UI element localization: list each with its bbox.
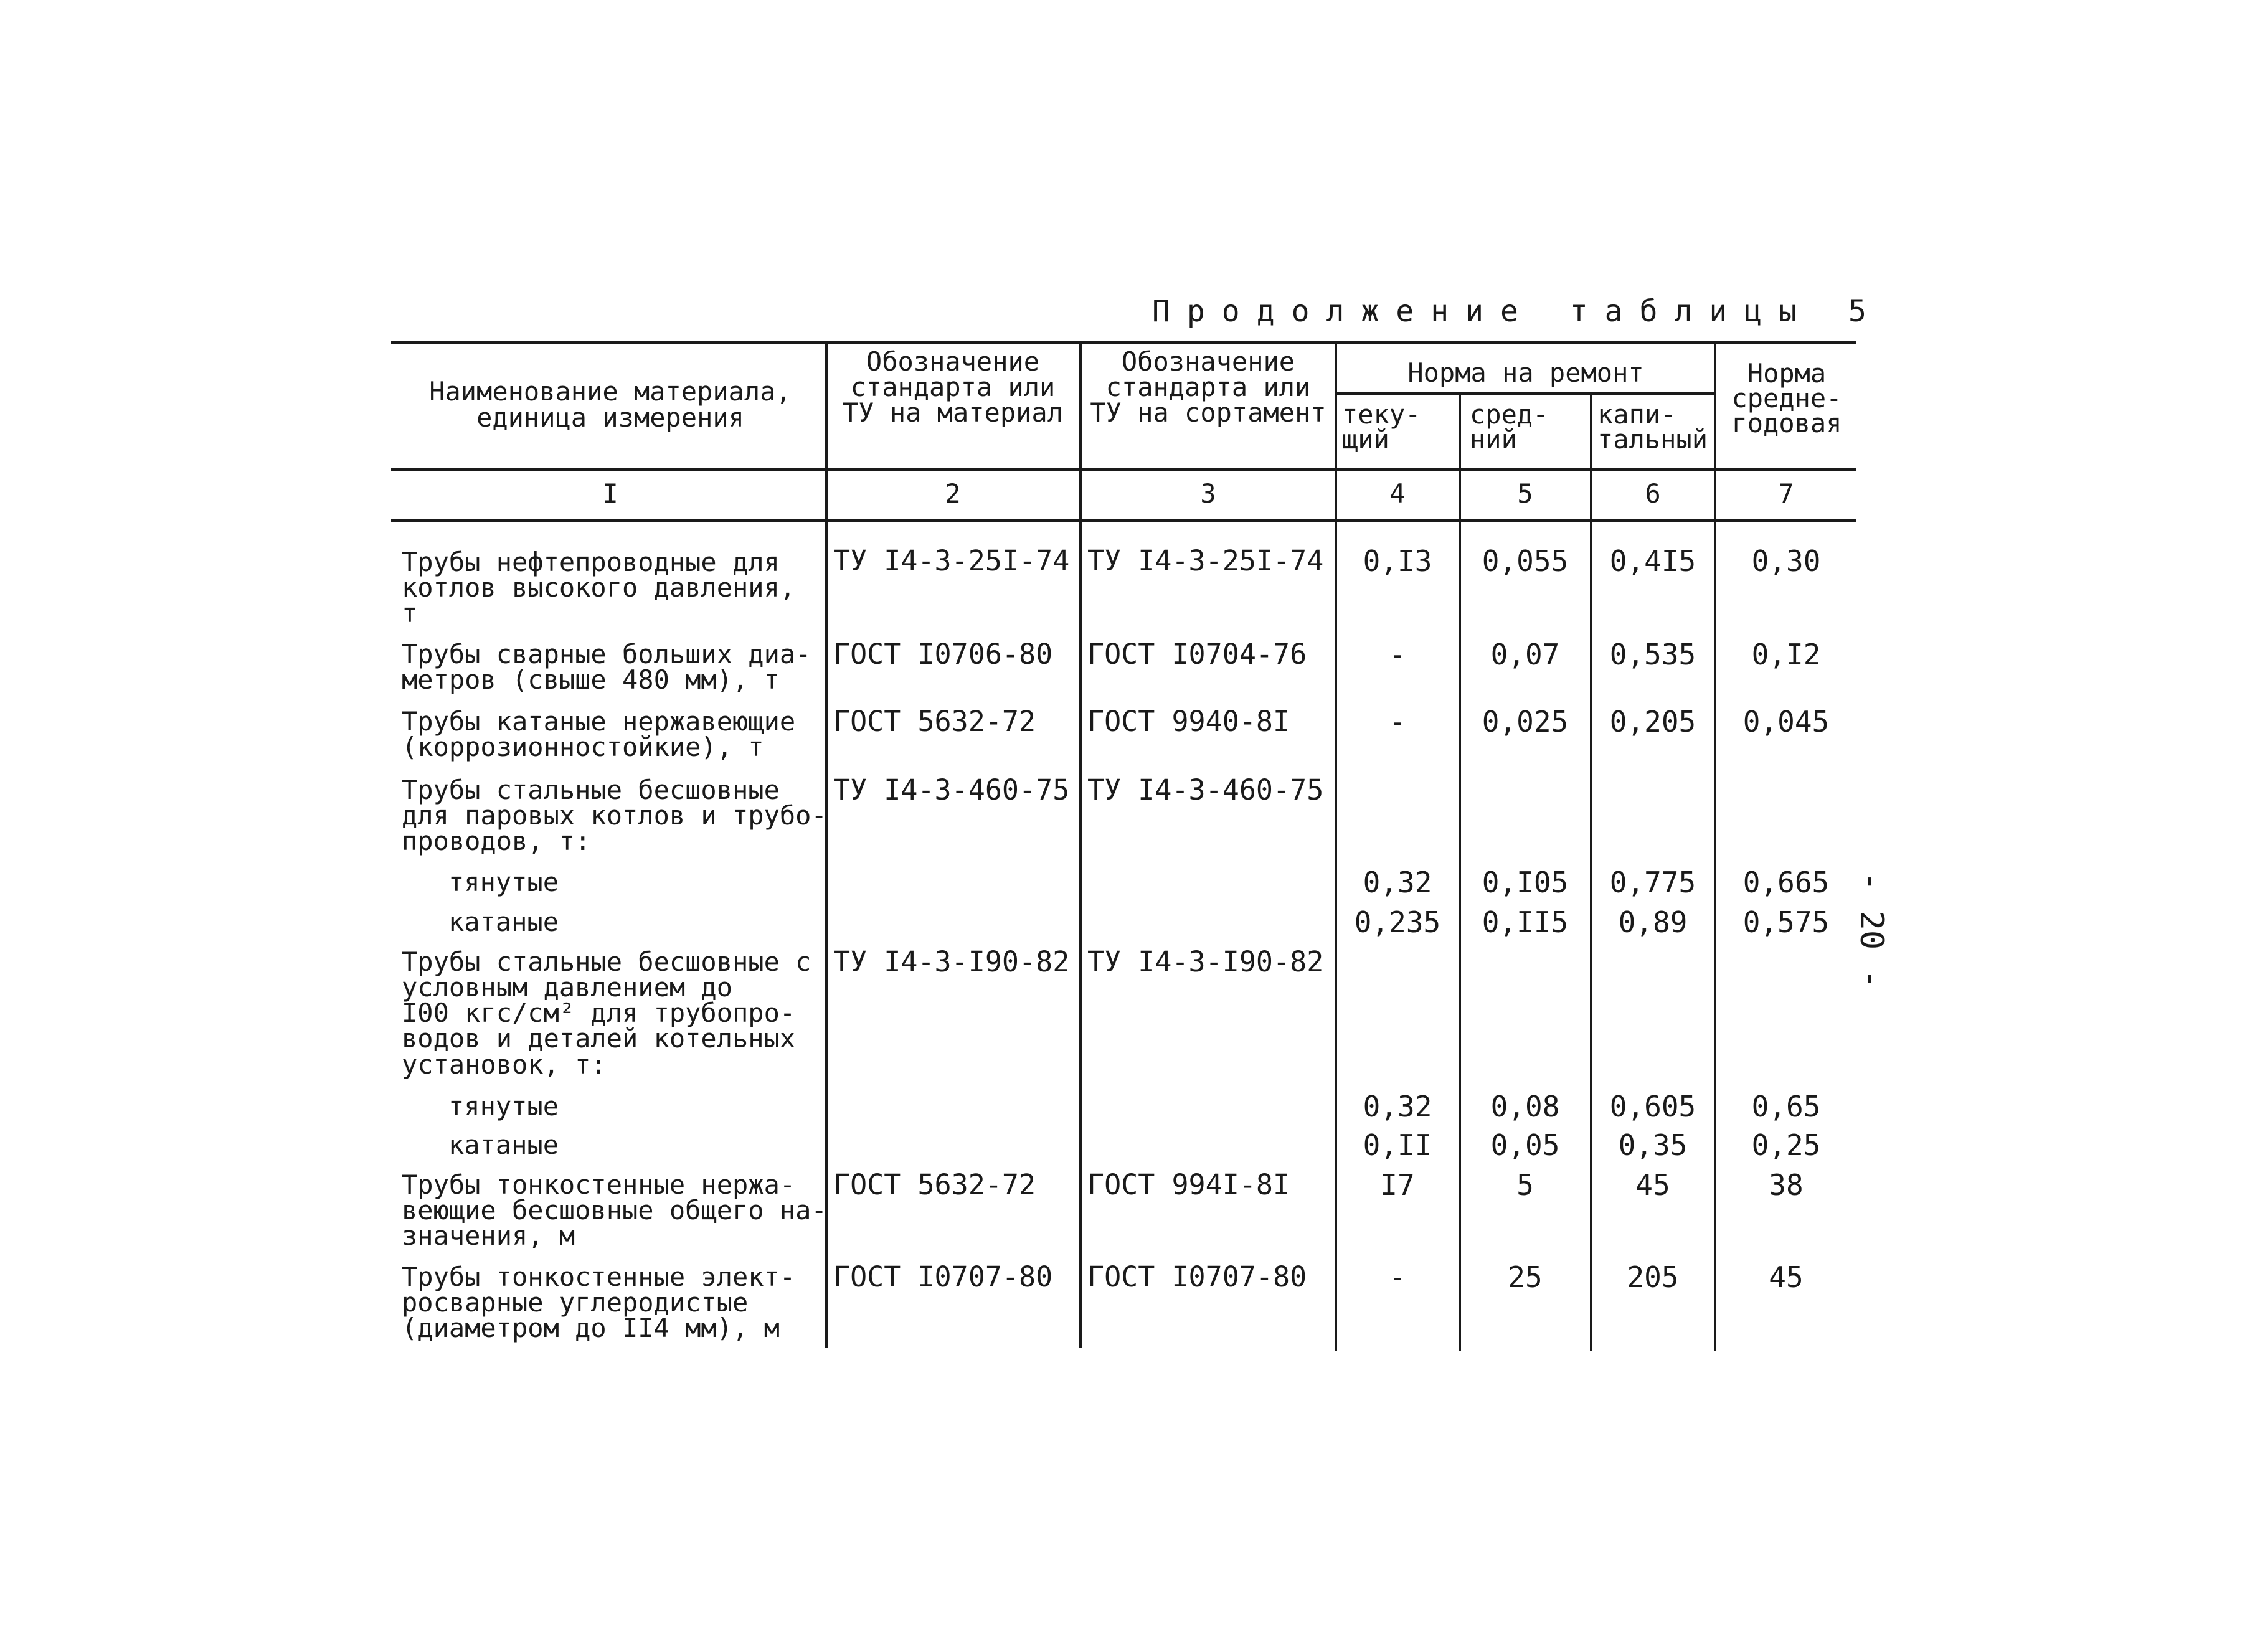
table-row-medium: 25 [1508,1260,1543,1294]
table-row-current: - [1389,638,1406,671]
table-top-rule [391,341,1856,344]
header-annual-norm: Норма средне- годовая [1731,358,1842,438]
column-number-3: 3 [1200,478,1216,509]
table-row-std-assortment: ТУ I4-3-I90-82 [1087,945,1324,978]
table-row-capital: 0,205 [1609,705,1696,739]
column-number-6: 6 [1645,478,1661,509]
table-row-material: тянутые [448,867,559,897]
header-standard-material: Обозначение стандарта или ТУ на материал [842,346,1063,428]
table-row-annual: 0,30 [1751,544,1821,578]
table-row-capital: 0,4I5 [1609,544,1696,578]
table-row-material: катаные [448,907,559,937]
table-row-annual: 0,25 [1751,1128,1821,1162]
table-row-material: Трубы катаные нержавеющие (коррозионностойкие), т [402,706,796,763]
table-row-medium: 5 [1516,1168,1534,1202]
table-row-current: 0,32 [1363,866,1432,899]
table-row-std-assortment: ТУ I4-3-460-75 [1087,773,1324,806]
table-row-medium: 0,055 [1482,544,1569,578]
table-row-std-material: ГОСТ I0707-80 [833,1260,1053,1293]
table-row-material: Трубы сварные больших диа- метров (свыше 480 мм), т [402,639,811,696]
table-row-current: I7 [1380,1168,1415,1202]
table-row-capital: 205 [1627,1260,1679,1294]
header-bottom-rule [391,468,1856,471]
table-row-std-material: ТУ I4-3-460-75 [833,773,1070,806]
table-row-std-material: ТУ I4-3-I90-82 [833,945,1070,978]
table-row-annual: 45 [1769,1260,1804,1294]
table-row-std-assortment: ТУ I4-3-25I-74 [1087,544,1324,577]
column-number-7: 7 [1778,478,1794,509]
table-row-medium: 0,I05 [1482,866,1569,899]
table-row-current: 0,32 [1363,1090,1432,1123]
table-row-current: 0,235 [1354,905,1441,939]
table-row-material: Трубы стальные бесшовные для паровых котлов и трубо- проводов, т: [402,775,827,857]
header-current: теку- щий [1342,399,1421,455]
table-row-material: катаные [448,1130,559,1160]
header-capital: капи- тальный [1597,399,1708,455]
table-row-std-material: ГОСТ I0706-80 [833,638,1053,671]
table-row-std-material: ГОСТ 5632-72 [833,1168,1036,1201]
table-row-std-material: ГОСТ 5632-72 [833,705,1036,738]
table-row-annual: 0,665 [1742,866,1830,899]
table-row-annual: 0,575 [1742,905,1830,939]
table-row-current: 0,II [1363,1128,1432,1162]
table-row-std-assortment: ГОСТ I0704-76 [1087,638,1307,671]
table-row-annual: 0,045 [1742,705,1830,739]
table-row-annual: 38 [1769,1168,1804,1202]
table-row-medium: 0,025 [1482,705,1569,739]
table-row-std-material: ТУ I4-3-25I-74 [833,544,1070,577]
header-medium: сред- ний [1470,399,1549,455]
column-number-5: 5 [1517,478,1533,509]
column-number-1: I [602,478,618,509]
table-row-capital: 0,89 [1618,905,1688,939]
header-repair-norm: Норма на ремонт [1407,357,1644,388]
table-row-material: тянутые [448,1091,559,1121]
table-row-material: Трубы тонкостенные элект- росварные углеродистые (диаметром до II4 мм), м [402,1262,796,1344]
table-row-material: Трубы тонкостенные нержа- веющие бесшовные общего на- значения, м [402,1169,827,1252]
table-row-medium: 0,II5 [1482,905,1569,939]
table-row-medium: 0,07 [1490,638,1560,671]
table-row-current: - [1389,1260,1406,1294]
page-number: - 20 - [1853,872,1890,989]
table-row-std-assortment: ГОСТ 9940-8I [1087,705,1290,738]
table-row-capital: 45 [1635,1168,1670,1202]
repair-group-rule [1336,392,1714,395]
numbers-bottom-rule [391,519,1856,522]
column-number-4: 4 [1389,478,1406,509]
table-row-material: Трубы стальные бесшовные с условным давлением до I00 кгс/см² для трубопро- водов и деталей котельных установок, т: [402,946,811,1080]
header-standard-assortment: Обозначение стандарта или ТУ на сортамент [1090,346,1326,428]
table-row-annual: 0,65 [1751,1090,1821,1123]
table-row-std-assortment: ГОСТ 994I-8I [1087,1168,1290,1201]
table-row-capital: 0,775 [1609,866,1696,899]
continuation-title: Продолжение таблицы 5 [1152,294,1883,329]
table-row-std-assortment: ГОСТ I0707-80 [1087,1260,1307,1293]
table-row-annual: 0,I2 [1751,638,1821,671]
table-row-capital: 0,535 [1609,638,1696,671]
table-row-material: Трубы нефтепроводные для котлов высокого давления, т [402,547,796,629]
table-row-current: 0,I3 [1363,544,1432,578]
table-row-medium: 0,08 [1490,1090,1560,1123]
table-row-capital: 0,605 [1609,1090,1696,1123]
table-row-capital: 0,35 [1618,1128,1688,1162]
table-row-medium: 0,05 [1490,1128,1560,1162]
col-divider-2 [1079,341,1082,1348]
table-row-current: - [1389,705,1406,739]
header-material-name: Наименование материала, единица измерения [429,376,792,433]
column-number-2: 2 [945,478,961,509]
